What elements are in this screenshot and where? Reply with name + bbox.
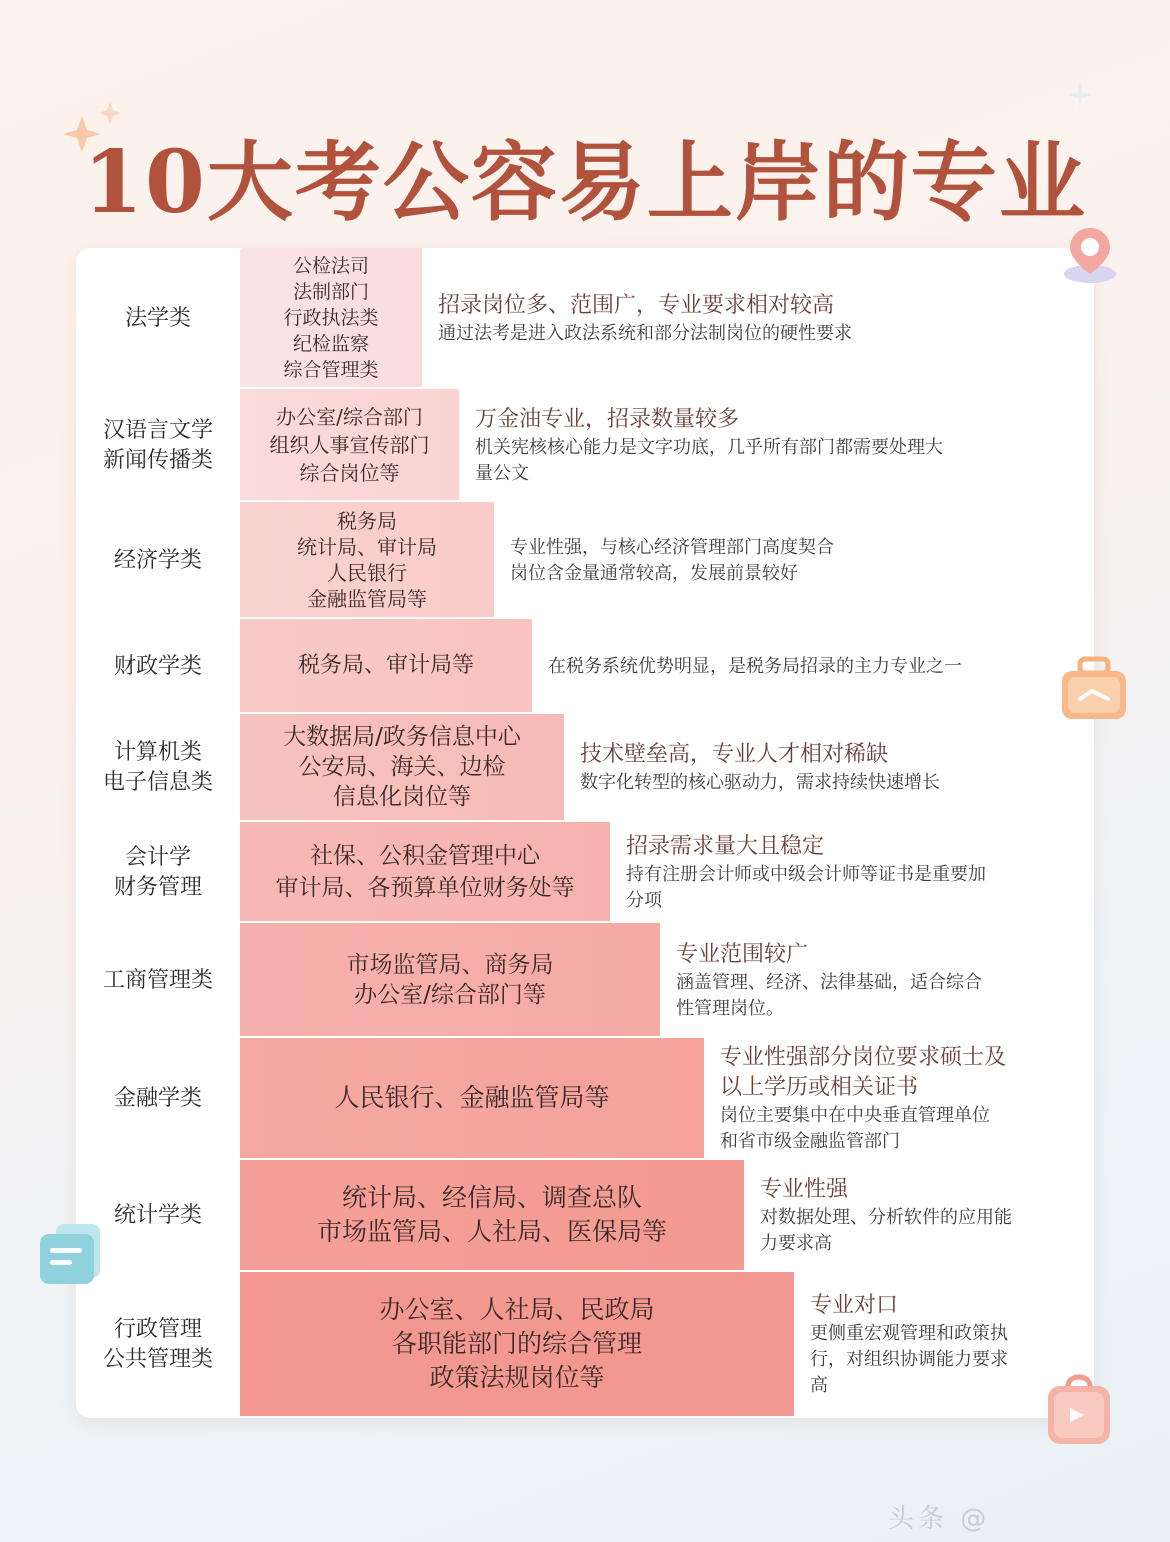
position-line: 办公室/综合部门等: [354, 981, 546, 1008]
position-line: 税务局、审计局等: [297, 652, 474, 678]
category-line: 经济学类: [113, 547, 202, 573]
major-description: [438, 248, 1080, 389]
description-headline: 专业范围较广: [676, 941, 809, 967]
major-row: [76, 248, 1094, 389]
positions-bar: [240, 822, 610, 923]
major-description: [676, 923, 1080, 1038]
position-line: 金融监管局等: [307, 586, 427, 611]
position-line: 市场监管局、商务局: [346, 951, 554, 978]
positions-bar: [240, 714, 564, 822]
category-line: 财务管理: [113, 874, 202, 900]
description-headline: 万金油专业，招录数量较多: [475, 406, 740, 432]
category-line: 新闻传播类: [102, 447, 213, 473]
major-category: [76, 1038, 240, 1160]
major-row: [76, 822, 1094, 923]
category-line: 汉语言文学: [102, 417, 213, 443]
position-line: 纪检监察: [292, 332, 369, 355]
major-row: [76, 923, 1094, 1038]
position-line: 行政执法类: [283, 306, 379, 329]
major-description: [510, 502, 1080, 619]
position-line: 公安局、海关、边检: [298, 754, 506, 780]
position-line: 市场监管局、人社局、医保局等: [316, 1217, 667, 1246]
description-detail: 数字化转型的核心驱动力，需求持续快速增长: [580, 772, 940, 793]
positions-bar: [240, 1160, 744, 1272]
shopping-bag-icon: [1040, 1368, 1118, 1448]
position-line: 组织人事宣传部门: [269, 432, 430, 457]
position-line: 统计局、经信局、调查总队: [341, 1183, 642, 1212]
major-category: [76, 714, 240, 822]
major-description: [760, 1160, 1080, 1272]
description-headline: 专业性强部分岗位要求硕士及: [720, 1045, 1007, 1070]
major-description: [720, 1038, 1080, 1160]
watermark: 头条 @: [888, 1504, 991, 1534]
description-headline: 专业对口: [810, 1293, 899, 1318]
major-row: [76, 1272, 1094, 1418]
description-detail: 高: [810, 1375, 828, 1396]
position-line: 综合管理类: [283, 358, 379, 381]
description-headline: 专业性强: [760, 1177, 849, 1202]
category-line: 工商管理类: [102, 967, 213, 993]
major-row: [76, 1160, 1094, 1272]
description-headline: 以上学历或相关证书: [720, 1075, 919, 1100]
major-row: [76, 1038, 1094, 1160]
position-line: 统计局、审计局: [297, 534, 437, 559]
category-line: 公共管理类: [102, 1347, 213, 1372]
category-line: 会计学: [124, 844, 191, 870]
position-line: 税务局: [337, 508, 397, 533]
description-detail: 持有注册会计师或中级会计师等证书是重要加: [626, 863, 986, 885]
description-detail: 更侧重宏观管理和政策执: [810, 1323, 1008, 1344]
category-line: 财政学类: [113, 653, 202, 679]
major-category: [76, 619, 240, 714]
positions-bar: [240, 502, 494, 619]
positions-bar: [240, 1038, 704, 1160]
category-line: 计算机类: [113, 740, 202, 765]
major-category: [76, 822, 240, 923]
description-detail: 涵盖管理、经济、法律基础，适合综合: [676, 971, 982, 993]
description-headline: 技术壁垒高，专业人才相对稀缺: [580, 742, 889, 767]
category-line: 金融学类: [113, 1086, 202, 1111]
major-category: [76, 248, 240, 389]
location-pin-icon: [1058, 222, 1122, 286]
briefcase-icon: [1058, 655, 1130, 725]
document-icon: [36, 1222, 108, 1288]
major-description: [580, 714, 1080, 822]
major-category: [76, 389, 240, 502]
category-line: 统计学类: [113, 1203, 202, 1228]
positions-bar: [240, 1272, 794, 1418]
description-detail: 机关宪核核心能力是文字功底，几乎所有部门都需要处理大: [475, 436, 943, 458]
category-line: 法学类: [124, 305, 191, 331]
position-line: 社保、公积金管理中心: [310, 842, 540, 869]
page-title: 10大考公容易上岸的专业: [83, 132, 1087, 233]
description-detail: 专业性强，与核心经济管理部门高度契合: [510, 536, 834, 558]
position-line: 法制部门: [292, 280, 369, 303]
major-description: [548, 619, 1080, 714]
major-row: [76, 619, 1094, 714]
major-row: [76, 389, 1094, 502]
major-row: [76, 502, 1094, 619]
category-line: 行政管理: [113, 1317, 202, 1342]
description-detail: 力要求高: [760, 1233, 832, 1254]
description-detail: 和省市级金融监管部门: [720, 1131, 900, 1152]
description-detail: 性管理岗位。: [676, 997, 784, 1019]
majors-card: [76, 248, 1094, 1418]
position-line: 人民银行: [327, 560, 407, 585]
position-line: 信息化岗位等: [333, 784, 471, 810]
description-headline: 招录岗位多、范围广，专业要求相对较高: [438, 292, 835, 318]
description-detail: 分项: [626, 889, 662, 911]
description-detail: 岗位主要集中在中央垂直管理单位: [720, 1105, 990, 1126]
position-line: 各职能部门的综合管理: [391, 1329, 642, 1358]
position-line: 审计局、各预算单位财务处等: [275, 874, 575, 901]
position-line: 政策法规岗位等: [429, 1363, 605, 1392]
positions-bar: [240, 619, 532, 714]
position-line: 办公室/综合部门: [276, 404, 423, 429]
description-detail: 岗位含金量通常较高，发展前景较好: [510, 562, 798, 584]
position-line: 大数据局/政务信息中心: [283, 724, 521, 750]
position-line: 公检法司: [292, 254, 369, 277]
position-line: 人民银行、金融监管局等: [334, 1083, 610, 1112]
position-line: 综合岗位等: [299, 460, 400, 485]
position-line: 办公室、人社局、民政局: [379, 1295, 655, 1324]
description-detail: 量公文: [475, 462, 529, 484]
category-line: 电子信息类: [102, 770, 213, 795]
description-detail: 行，对组织协调能力要求: [810, 1349, 1008, 1370]
sparkle-icon: [1060, 80, 1100, 110]
description-detail: 在税务系统优势明显，是税务局招录的主力专业之一: [548, 655, 962, 677]
positions-bar: [240, 923, 660, 1038]
description-detail: 对数据处理、分析软件的应用能: [760, 1207, 1012, 1228]
major-category: [76, 502, 240, 619]
major-row: [76, 714, 1094, 822]
description-headline: 招录需求量大且稳定: [626, 833, 825, 859]
description-detail: 通过法考是进入政法系统和部分法制岗位的硬性要求: [438, 322, 852, 344]
major-category: [76, 923, 240, 1038]
major-category: [76, 1272, 240, 1418]
major-description: [626, 822, 1080, 923]
positions-bar: [240, 389, 459, 502]
major-description: [475, 389, 1080, 502]
positions-bar: [240, 248, 422, 389]
